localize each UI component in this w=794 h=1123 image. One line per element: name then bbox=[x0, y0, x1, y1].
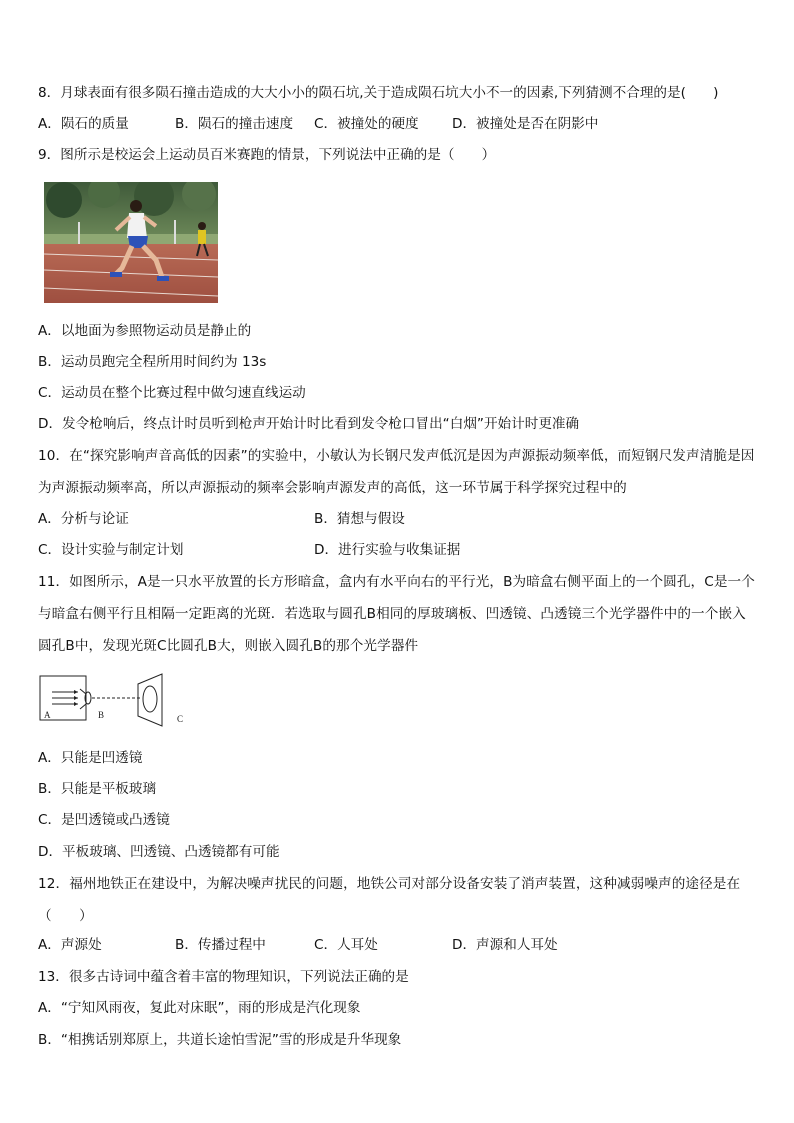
q13-option-a[interactable]: A．“宁知风雨夜，复此对床眠”，雨的形成是汽化现象 bbox=[38, 1000, 361, 1016]
q12-option-b[interactable]: B．传播过程中 bbox=[175, 937, 266, 953]
q10-options-row2 bbox=[38, 541, 756, 559]
q11-option-c[interactable]: C．是凹透镜或凸透镜 bbox=[38, 812, 170, 828]
q8-stem: 8．月球表面有很多陨石撞击造成的大大小小的陨石坑,关于造成陨石坑大小不一的因素,下列猜测不合理的是( ) bbox=[38, 85, 719, 101]
q11-option-b[interactable]: B．只能是平板玻璃 bbox=[38, 781, 157, 797]
optics-diagram-figure bbox=[38, 672, 188, 728]
diagram-label-c: C bbox=[177, 714, 184, 724]
q9-option-d[interactable]: D．发令枪响后，终点计时员听到枪声开始计时比看到发令枪口冒出“白烟”开始计时更准确 bbox=[38, 416, 580, 432]
q9-option-b[interactable]: B．运动员跑完全程所用时间约为 13s bbox=[38, 354, 267, 370]
optics-diagram bbox=[38, 672, 188, 728]
diagram-label-b: B bbox=[98, 710, 105, 720]
diagram-label-a: A bbox=[44, 710, 51, 720]
q9-option-a[interactable]: A．以地面为参照物运动员是静止的 bbox=[38, 323, 252, 339]
q8-option-c[interactable]: C．被撞处的硬度 bbox=[314, 116, 419, 132]
q11-stem: 11．如图所示，A是一只水平放置的长方形暗盒，盒内有水平向右的平行光，B为暗盒右侧平面上的一个圆孔，C是一个与暗盒右侧平行且相隔一定距离的光斑．若选取与圆孔B相同的厚玻璃板、凹透镜、凸透镜三个光学器件中的一个嵌入圆孔B中，发现光斑C比圆孔B大，则嵌入圆孔B的那个光学器件 bbox=[38, 574, 755, 654]
q12-stem: 12．福州地铁正在建设中，为解决噪声扰民的问题，地铁公司对部分设备安装了消声装置，这种减弱噪声的途径是在（ ） bbox=[38, 876, 741, 924]
q9-stem: 9．图所示是校运会上运动员百米赛跑的情景，下列说法中正确的是（ ） bbox=[38, 147, 496, 163]
q12-option-c[interactable]: C．人耳处 bbox=[314, 937, 378, 953]
q10-option-b[interactable]: B．猜想与假设 bbox=[314, 511, 405, 527]
q10-option-d[interactable]: D．进行实验与收集证据 bbox=[314, 542, 461, 558]
q13-option-b[interactable]: B．“相携话别郑原上，共道长途怕雪泥”雪的形成是升华现象 bbox=[38, 1032, 402, 1048]
q10-options-row1 bbox=[38, 510, 756, 528]
q12-options bbox=[38, 936, 756, 954]
q12-option-a[interactable]: A．声源处 bbox=[38, 937, 102, 953]
q11-option-d[interactable]: D．平板玻璃、凹透镜、凸透镜都有可能 bbox=[38, 844, 280, 860]
q9-option-c[interactable]: C．运动员在整个比赛过程中做匀速直线运动 bbox=[38, 385, 306, 401]
q10-option-a[interactable]: A．分析与论证 bbox=[38, 511, 129, 527]
q11-option-a[interactable]: A．只能是凹透镜 bbox=[38, 750, 143, 766]
q10-option-c[interactable]: C．设计实验与制定计划 bbox=[38, 542, 184, 558]
sprint-race-photo bbox=[44, 182, 218, 303]
q8-option-a[interactable]: A．陨石的质量 bbox=[38, 116, 129, 132]
q8-options bbox=[38, 115, 756, 133]
q12-option-d[interactable]: D．声源和人耳处 bbox=[452, 937, 558, 953]
sprint-race-image bbox=[44, 182, 218, 303]
q8-option-b[interactable]: B．陨石的撞击速度 bbox=[175, 116, 294, 132]
q8-option-d[interactable]: D．被撞处是否在阴影中 bbox=[452, 116, 599, 132]
q13-stem: 13．很多古诗词中蕴含着丰富的物理知识，下列说法正确的是 bbox=[38, 969, 409, 985]
q10-stem: 10．在“探究影响声音高低的因素”的实验中，小敏认为长钢尺发声低沉是因为声源振动频率低，而短钢尺发声清脆是因为声源振动频率高，所以声源振动的频率会影响声源发声的高低，这一环节属于科学探究过程中的 bbox=[38, 448, 755, 496]
